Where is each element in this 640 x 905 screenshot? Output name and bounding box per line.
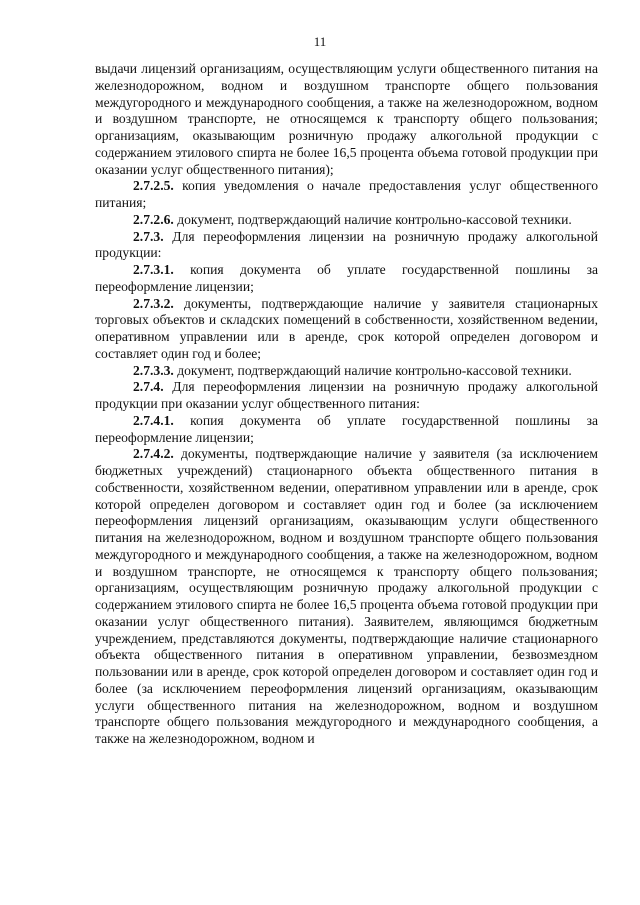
paragraph-2-7-3 xyxy=(95,229,598,263)
document-body xyxy=(95,61,598,748)
paragraph-text: документ, подтверждающий наличие контрольно-кассовой техники. xyxy=(177,362,572,378)
paragraph-text: Для переоформления лицензии на розничную продажу алкогольной продукции при оказании услуг общественного питания: xyxy=(95,379,598,411)
paragraph-2-7-2-6 xyxy=(95,212,598,229)
paragraph-text: копия уведомления о начале предоставления услуг общественного питания; xyxy=(95,178,598,210)
clause-number: 2.7.2.5. xyxy=(133,178,174,194)
paragraph-text: документы, подтверждающие наличие у заявителя стационарных торговых объектов и складских помещений в собственности, хозяйственном ведении, оперативном управлении или в аренде, срок которой определен договором и составляет один год и более; xyxy=(95,295,598,361)
paragraph-2-7-3-3 xyxy=(95,363,598,380)
paragraph-text: Для переоформления лицензии на розничную продажу алкогольной продукции: xyxy=(95,228,598,261)
paragraph-2-7-3-1 xyxy=(95,262,598,296)
paragraph-text: копия документа об уплате государственной пошлины за переоформление лицензии; xyxy=(95,262,598,294)
clause-number: 2.7.4. xyxy=(133,379,164,395)
clause-number: 2.7.3.3. xyxy=(133,362,174,378)
clause-number: 2.7.2.6. xyxy=(133,211,174,227)
paragraph-text: выдачи лицензий организациям, осуществляющим услуги общественного питания на железнодорожном, водном и воздушном транспорте общего пользования междугородного и международного сообщения, а также на железнодорожном, водном и воздушном транспорте, не относящемся к транспорту общего пользования; организациям, оказывающим розничную продажу алкогольной продукции с содержанием этилового спирта не более 16,5 процента объема готовой продукции при оказании услуг общественного питания); xyxy=(95,61,598,177)
clause-number: 2.7.3. xyxy=(133,228,164,244)
page-number: 11 xyxy=(313,34,327,49)
paragraph-text: копия документа об уплате государственной пошлины за переоформление лицензии; xyxy=(95,412,598,445)
clause-number: 2.7.3.2. xyxy=(133,295,174,311)
paragraph-continuation xyxy=(95,61,598,178)
clause-number: 2.7.4.1. xyxy=(133,412,174,428)
paragraph-2-7-4-2 xyxy=(95,446,598,748)
paragraph-2-7-4 xyxy=(95,379,598,413)
paragraph-2-7-3-2 xyxy=(95,296,598,363)
paragraph-text: документы, подтверждающие наличие у заявителя (за исключением бюджетных учреждений) стационарного объекта общественного питания в собственности, хозяйственном ведении, оперативном управлении или в аренде, срок которой определен договором и составляет один год и более (за исключением переоформления лицензий организациям, оказывающим услуги общественного питания на железнодорожном, водном и воздушном транспорте общего пользования междугородного и международного сообщения, а также на железнодорожном, водном и воздушном транспорте, не относящемся к транспорту общего пользования; организациям, осуществляющим розничную продажу алкогольной продукции с содержанием этилового спирта не более 16,5 процента объема готовой продукции при оказании услуг общественного питания). Заявителем, являющимся бюджетным учреждением, представляются документы, подтверждающие наличие стационарного объекта общественного питания в оперативном управлении, безвозмездном пользовании или в аренде, срок которой определен договором и составляет один год и более (за исключением переоформления лицензий организациям, оказывающим услуги общественного питания на железнодорожном, водном и воздушном транспорте общего пользования междугородного и международного сообщения, а также на железнодорожном, водном и xyxy=(95,446,599,746)
clause-number: 2.7.4.2. xyxy=(133,446,174,462)
paragraph-2-7-4-1 xyxy=(95,413,598,447)
paragraph-text: документ, подтверждающий наличие контрольно-кассовой техники. xyxy=(177,211,572,227)
paragraph-2-7-2-5 xyxy=(95,178,598,212)
clause-number: 2.7.3.1. xyxy=(133,262,174,277)
